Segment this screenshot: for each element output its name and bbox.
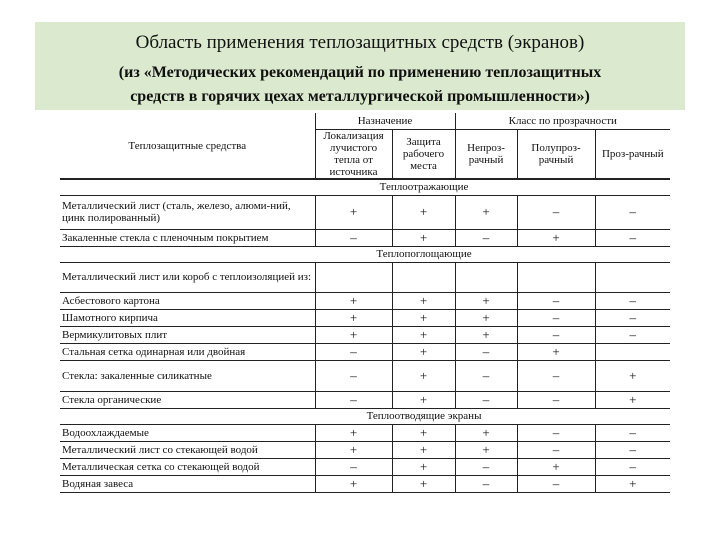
row-mark: – xyxy=(595,229,670,246)
row-name: Шамотного кирпича xyxy=(60,309,315,326)
table-row xyxy=(60,458,670,475)
row-mark: – xyxy=(595,326,670,343)
section-title: Теплоотводящие экраны xyxy=(60,408,670,424)
table-row xyxy=(60,424,670,441)
row-mark: + xyxy=(392,229,455,246)
row-mark: + xyxy=(517,229,595,246)
row-mark: + xyxy=(392,326,455,343)
row-mark: – xyxy=(455,458,517,475)
row-mark: – xyxy=(595,458,670,475)
table-row xyxy=(60,292,670,309)
row-mark: – xyxy=(595,424,670,441)
row-mark: + xyxy=(517,343,595,360)
row-mark: + xyxy=(455,424,517,441)
row-mark: + xyxy=(455,195,517,229)
header-workplace-protection: Защита рабочего места xyxy=(392,129,455,179)
table-row xyxy=(60,229,670,246)
row-mark: + xyxy=(392,360,455,391)
row-mark: + xyxy=(392,343,455,360)
header-transparency-class: Класс по прозрачности xyxy=(455,113,670,129)
row-mark: + xyxy=(595,475,670,492)
row-mark: + xyxy=(455,292,517,309)
row-mark: + xyxy=(392,309,455,326)
row-mark: – xyxy=(517,441,595,458)
row-name: Стальная сетка одинарная или двойная xyxy=(60,343,315,360)
row-mark xyxy=(392,262,455,292)
section-title: Теплопоглощающие xyxy=(60,246,670,262)
table-row xyxy=(60,326,670,343)
row-mark: + xyxy=(517,458,595,475)
row-mark: + xyxy=(392,424,455,441)
row-mark: – xyxy=(517,309,595,326)
row-mark xyxy=(455,262,517,292)
row-mark: + xyxy=(595,391,670,408)
table-row xyxy=(60,195,670,229)
row-mark: – xyxy=(595,441,670,458)
row-mark: – xyxy=(517,391,595,408)
row-name: Металлический лист (сталь, железо, алюми-ний, цинк полированный) xyxy=(60,195,315,229)
row-mark: + xyxy=(315,475,392,492)
row-mark: + xyxy=(392,458,455,475)
row-mark: – xyxy=(595,309,670,326)
table-row xyxy=(60,475,670,492)
subtitle-line-1: (из «Методических рекомендаций по применению теплозащитных xyxy=(118,64,602,81)
row-mark: – xyxy=(315,229,392,246)
row-mark: + xyxy=(392,292,455,309)
table-row xyxy=(60,360,670,391)
table-row xyxy=(60,309,670,326)
row-mark xyxy=(517,262,595,292)
row-name: Вермикулитовых плит xyxy=(60,326,315,343)
row-name: Водяная завеса xyxy=(60,475,315,492)
row-name: Стекла: закаленные силикатные xyxy=(60,360,315,391)
row-mark: – xyxy=(315,391,392,408)
row-mark: + xyxy=(392,391,455,408)
row-mark xyxy=(595,262,670,292)
row-mark: + xyxy=(455,441,517,458)
row-mark: + xyxy=(455,326,517,343)
row-mark: – xyxy=(315,360,392,391)
row-mark: – xyxy=(315,343,392,360)
header-opaque: Непроз-рачный xyxy=(455,129,517,179)
row-mark: + xyxy=(315,424,392,441)
table-row xyxy=(60,391,670,408)
row-mark: – xyxy=(517,475,595,492)
header-means: Теплозащитные средства xyxy=(60,113,315,179)
table-row xyxy=(60,343,670,360)
header-transparent: Проз-рачный xyxy=(595,129,670,179)
page-title: Область применения теплозащитных средств (экранов) xyxy=(135,32,585,53)
table-row xyxy=(60,262,670,292)
row-mark xyxy=(595,343,670,360)
row-mark: + xyxy=(392,195,455,229)
row-mark: – xyxy=(315,458,392,475)
table-row xyxy=(60,441,670,458)
row-mark: + xyxy=(455,309,517,326)
row-mark: – xyxy=(595,292,670,309)
header-purpose: Назначение xyxy=(315,113,455,129)
header-semi-transparent: Полупроз-рачный xyxy=(517,129,595,179)
row-mark: + xyxy=(315,195,392,229)
row-mark: – xyxy=(517,326,595,343)
row-mark: + xyxy=(392,441,455,458)
page-subtitle xyxy=(35,61,685,109)
row-name: Стекла органические xyxy=(60,391,315,408)
row-name: Металлический лист со стекающей водой xyxy=(60,441,315,458)
row-mark: – xyxy=(517,292,595,309)
row-mark: – xyxy=(455,343,517,360)
row-mark: – xyxy=(517,195,595,229)
row-mark: – xyxy=(517,424,595,441)
row-mark: – xyxy=(455,360,517,391)
row-mark: + xyxy=(392,475,455,492)
row-name: Асбестового картона xyxy=(60,292,315,309)
row-mark: + xyxy=(315,441,392,458)
title-banner xyxy=(35,22,685,110)
header-localization: Локализация лучистого тепла от источника xyxy=(315,129,392,179)
row-mark: – xyxy=(517,360,595,391)
row-mark xyxy=(315,262,392,292)
row-mark: + xyxy=(315,309,392,326)
row-name: Металлическая сетка со стекающей водой xyxy=(60,458,315,475)
row-name: Водоохлаждаемые xyxy=(60,424,315,441)
row-mark: – xyxy=(455,229,517,246)
section-title: Теплоотражающие xyxy=(60,179,670,195)
row-mark: – xyxy=(455,391,517,408)
row-mark: – xyxy=(455,475,517,492)
row-name: Металлический лист или короб с теплоизоляцией из: xyxy=(60,262,315,292)
heat-protection-table xyxy=(60,113,670,493)
subtitle-line-2: средств в горячих цехах металлургической промышленности») xyxy=(130,88,590,105)
row-mark: + xyxy=(315,326,392,343)
row-mark: + xyxy=(595,360,670,391)
row-name: Закаленные стекла с пленочным покрытием xyxy=(60,229,315,246)
row-mark: – xyxy=(595,195,670,229)
row-mark: + xyxy=(315,292,392,309)
